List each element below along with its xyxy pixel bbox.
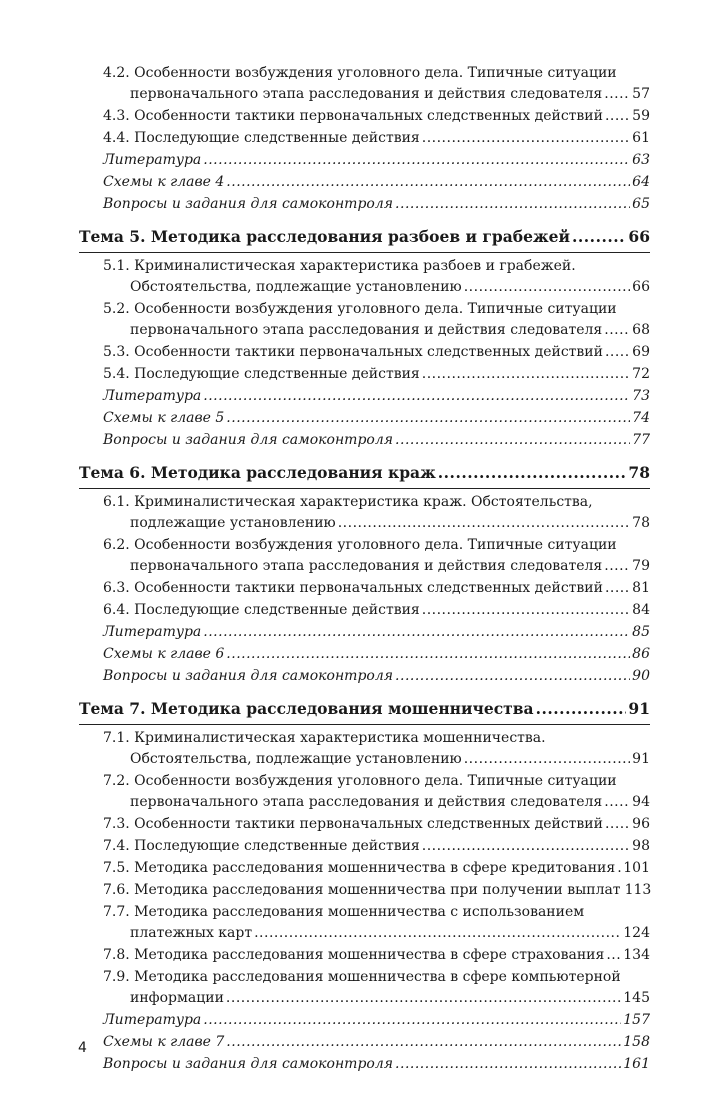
- toc-entry[interactable]: [79, 622, 650, 643]
- dot-leader: [605, 578, 630, 599]
- dot-leader: [536, 698, 627, 720]
- dot-leader: [604, 84, 630, 105]
- toc-entry[interactable]: [79, 1054, 650, 1075]
- toc-page-number: 98: [632, 838, 650, 854]
- toc-entry[interactable]: [79, 386, 650, 407]
- toc-page-number: 91: [628, 699, 650, 718]
- dot-leader: [604, 320, 630, 341]
- dot-leader: [422, 364, 630, 385]
- toc-entry[interactable]: [79, 299, 650, 341]
- toc-entry[interactable]: [79, 858, 650, 879]
- toc-entry-title: 5.4. Последующие следственные действия: [103, 366, 420, 382]
- dot-leader: [422, 836, 630, 857]
- toc-entry-title: платежных карт: [130, 925, 253, 941]
- toc-entry-title: 4.3. Особенности тактики первоначальных следственных действий: [103, 108, 603, 124]
- dot-leader: [226, 988, 621, 1009]
- dot-leader: [203, 150, 630, 171]
- toc-page-number: 78: [628, 463, 650, 482]
- toc-entry-title: 7.5. Методика расследования мошенничества в сфере кредитования: [103, 860, 616, 876]
- toc-entry[interactable]: [79, 771, 650, 813]
- toc-entry-title: первоначального этапа расследования и действия следователя: [130, 558, 603, 574]
- toc-entry[interactable]: [79, 128, 650, 149]
- toc-entry-title: 7.1. Криминалистическая характеристика мошенничества.: [103, 730, 546, 746]
- dot-leader: [572, 226, 626, 248]
- toc-entry-title: 7.4. Последующие следственные действия: [103, 838, 420, 854]
- toc-page-number: 77: [632, 432, 650, 448]
- toc-entry-title: Схемы к главе 6: [103, 646, 225, 662]
- toc-page-number: 81: [632, 580, 650, 596]
- toc-entry-title: 6.4. Последующие следственные действия: [103, 602, 420, 618]
- toc-page-number: 145: [623, 990, 650, 1006]
- toc-page-number: 73: [632, 388, 650, 404]
- dot-leader: [395, 1054, 621, 1075]
- toc-page-number: 66: [632, 279, 650, 295]
- dot-leader: [605, 106, 630, 127]
- toc-entry-title: Вопросы и задания для самоконтроля: [103, 668, 394, 684]
- toc-page-number: 157: [623, 1012, 650, 1028]
- toc-entry-title: первоначального этапа расследования и действия следователя: [130, 86, 603, 102]
- toc-entry-title: Литература: [103, 624, 202, 640]
- toc-page-number: 85: [632, 624, 650, 640]
- toc-page-number: 91: [632, 751, 650, 767]
- toc-topic-entry[interactable]: [79, 698, 650, 725]
- toc-page-number: 65: [632, 196, 650, 212]
- toc-entry[interactable]: [79, 967, 650, 1009]
- toc-page-number: 124: [623, 925, 650, 941]
- toc-entry-title: 7.6. Методика расследования мошенничества при получении выплат: [103, 882, 621, 898]
- toc-page-number: 66: [628, 227, 650, 246]
- toc-entry-title: Схемы к главе 5: [103, 410, 225, 426]
- toc-entry[interactable]: [79, 408, 650, 429]
- toc-entry-title: 6.1. Криминалистическая характеристика краж. Обстоятельства,: [103, 494, 593, 510]
- dot-leader: [226, 408, 630, 429]
- toc-page-number: 90: [632, 668, 650, 684]
- toc-entry-title: 7.2. Особенности возбуждения уголовного дела. Типичные ситуации: [103, 773, 617, 789]
- dot-leader: [203, 622, 630, 643]
- toc-entry-title: Обстоятельства, подлежащие установлению: [130, 279, 462, 295]
- toc-entry[interactable]: [79, 342, 650, 363]
- dot-leader: [203, 386, 630, 407]
- toc-entry[interactable]: [79, 492, 650, 534]
- toc-entry-title: Вопросы и задания для самоконтроля: [103, 196, 394, 212]
- toc-entry[interactable]: [79, 578, 650, 599]
- toc-page-number: 158: [623, 1034, 650, 1050]
- toc-entry-title: Литература: [103, 388, 202, 404]
- dot-leader: [617, 858, 621, 879]
- dot-leader: [226, 172, 630, 193]
- toc-entry-title: Тема 7. Методика расследования мошенничества: [79, 699, 534, 718]
- toc-entry[interactable]: [79, 666, 650, 687]
- toc-entry-title: Схемы к главе 4: [103, 174, 225, 190]
- toc-entry-title: 5.1. Криминалистическая характеристика разбоев и грабежей.: [103, 258, 576, 274]
- toc-topic-entry[interactable]: [79, 462, 650, 489]
- toc-page-number: 78: [632, 515, 650, 531]
- toc-entry-title: Литература: [103, 152, 202, 168]
- toc-entry[interactable]: [79, 172, 650, 193]
- toc-entry[interactable]: [79, 1010, 650, 1031]
- toc-page-number: 113: [624, 882, 652, 898]
- dot-leader: [422, 128, 630, 149]
- toc-page-number: 68: [632, 322, 650, 338]
- dot-leader: [226, 1032, 621, 1053]
- toc-entry-title: 7.9. Методика расследования мошенничества в сфере компьютерной: [103, 969, 621, 985]
- toc-page-number: 64: [632, 174, 650, 190]
- dot-leader: [605, 342, 630, 363]
- toc-page-number: 84: [632, 602, 650, 618]
- dot-leader: [606, 945, 621, 966]
- toc-entry-title: Обстоятельства, подлежащие установлению: [130, 751, 462, 767]
- dot-leader: [422, 600, 630, 621]
- toc-page-number: 74: [632, 410, 650, 426]
- toc-page-number: 61: [632, 130, 650, 146]
- toc-entry[interactable]: [79, 63, 650, 105]
- toc-entry-title: 6.2. Особенности возбуждения уголовного дела. Типичные ситуации: [103, 537, 617, 553]
- toc-entry-title: 7.8. Методика расследования мошенничества в сфере страхования: [103, 947, 605, 963]
- toc-entry-title: 4.4. Последующие следственные действия: [103, 130, 420, 146]
- toc-entry-title: подлежащие установлению: [130, 515, 336, 531]
- toc-entry[interactable]: [79, 106, 650, 127]
- toc-page-number: 69: [632, 344, 650, 360]
- toc-entry[interactable]: [79, 600, 650, 621]
- toc-page-number: 72: [632, 366, 650, 382]
- dot-leader: [203, 1010, 621, 1031]
- toc-entry[interactable]: [79, 814, 650, 835]
- dot-leader: [395, 666, 630, 687]
- toc-page-number: 161: [623, 1056, 650, 1072]
- dot-leader: [395, 194, 630, 215]
- toc-entry[interactable]: [79, 364, 650, 385]
- dot-leader: [438, 462, 627, 484]
- toc-page-number: 96: [632, 816, 650, 832]
- dot-leader: [604, 556, 630, 577]
- toc-entry[interactable]: [79, 945, 650, 966]
- toc-entry-title: Вопросы и задания для самоконтроля: [103, 1056, 394, 1072]
- toc-page-number: 59: [632, 108, 650, 124]
- toc-entry[interactable]: [79, 880, 650, 901]
- dot-leader: [464, 749, 630, 770]
- toc-entry[interactable]: [79, 150, 650, 171]
- toc-entry[interactable]: [79, 902, 650, 944]
- toc-entry[interactable]: [79, 535, 650, 577]
- toc-entry-title: первоначального этапа расследования и действия следователя: [130, 794, 603, 810]
- toc-entry[interactable]: [79, 728, 650, 770]
- toc-entry[interactable]: [79, 430, 650, 451]
- toc-entry-title: информации: [130, 990, 224, 1006]
- toc-entry-title: Литература: [103, 1012, 202, 1028]
- toc-entry[interactable]: [79, 1032, 650, 1053]
- dot-leader: [254, 923, 621, 944]
- dot-leader: [464, 277, 630, 298]
- toc-entry-title: 4.2. Особенности возбуждения уголовного дела. Типичные ситуации: [103, 65, 617, 81]
- toc-page-number: 94: [632, 794, 650, 810]
- dot-leader: [395, 430, 630, 451]
- toc-entry[interactable]: [79, 644, 650, 665]
- toc-entry-title: 7.3. Особенности тактики первоначальных следственных действий: [103, 816, 603, 832]
- toc-entry-title: Тема 6. Методика расследования краж: [79, 463, 436, 482]
- toc-page-number: 79: [632, 558, 650, 574]
- toc-page-number: 101: [623, 860, 650, 876]
- toc-entry-title: 5.3. Особенности тактики первоначальных следственных действий: [103, 344, 603, 360]
- toc-entry-title: 6.3. Особенности тактики первоначальных следственных действий: [103, 580, 603, 596]
- toc-entry[interactable]: [79, 256, 650, 298]
- toc-entry-title: 7.7. Методика расследования мошенничества с использованием: [103, 904, 585, 920]
- toc-entry-title: Вопросы и задания для самоконтроля: [103, 432, 394, 448]
- toc-page-number: 63: [632, 152, 650, 168]
- dot-leader: [604, 792, 630, 813]
- dot-leader: [226, 644, 630, 665]
- toc-page-number: 134: [623, 947, 650, 963]
- toc-entry-title: 5.2. Особенности возбуждения уголовного дела. Типичные ситуации: [103, 301, 617, 317]
- dot-leader: [338, 513, 630, 534]
- toc-entry[interactable]: [79, 836, 650, 857]
- toc-entry-title: Схемы к главе 7: [103, 1034, 225, 1050]
- toc-page-number: 86: [632, 646, 650, 662]
- toc-page-number: 57: [632, 86, 650, 102]
- table-of-contents: [79, 62, 650, 1075]
- dot-leader: [605, 814, 630, 835]
- toc-entry[interactable]: [79, 194, 650, 215]
- page-number: 4: [78, 1040, 87, 1056]
- toc-topic-entry[interactable]: [79, 226, 650, 253]
- toc-entry-title: первоначального этапа расследования и действия следователя: [130, 322, 603, 338]
- toc-entry-title: Тема 5. Методика расследования разбоев и грабежей: [79, 227, 570, 246]
